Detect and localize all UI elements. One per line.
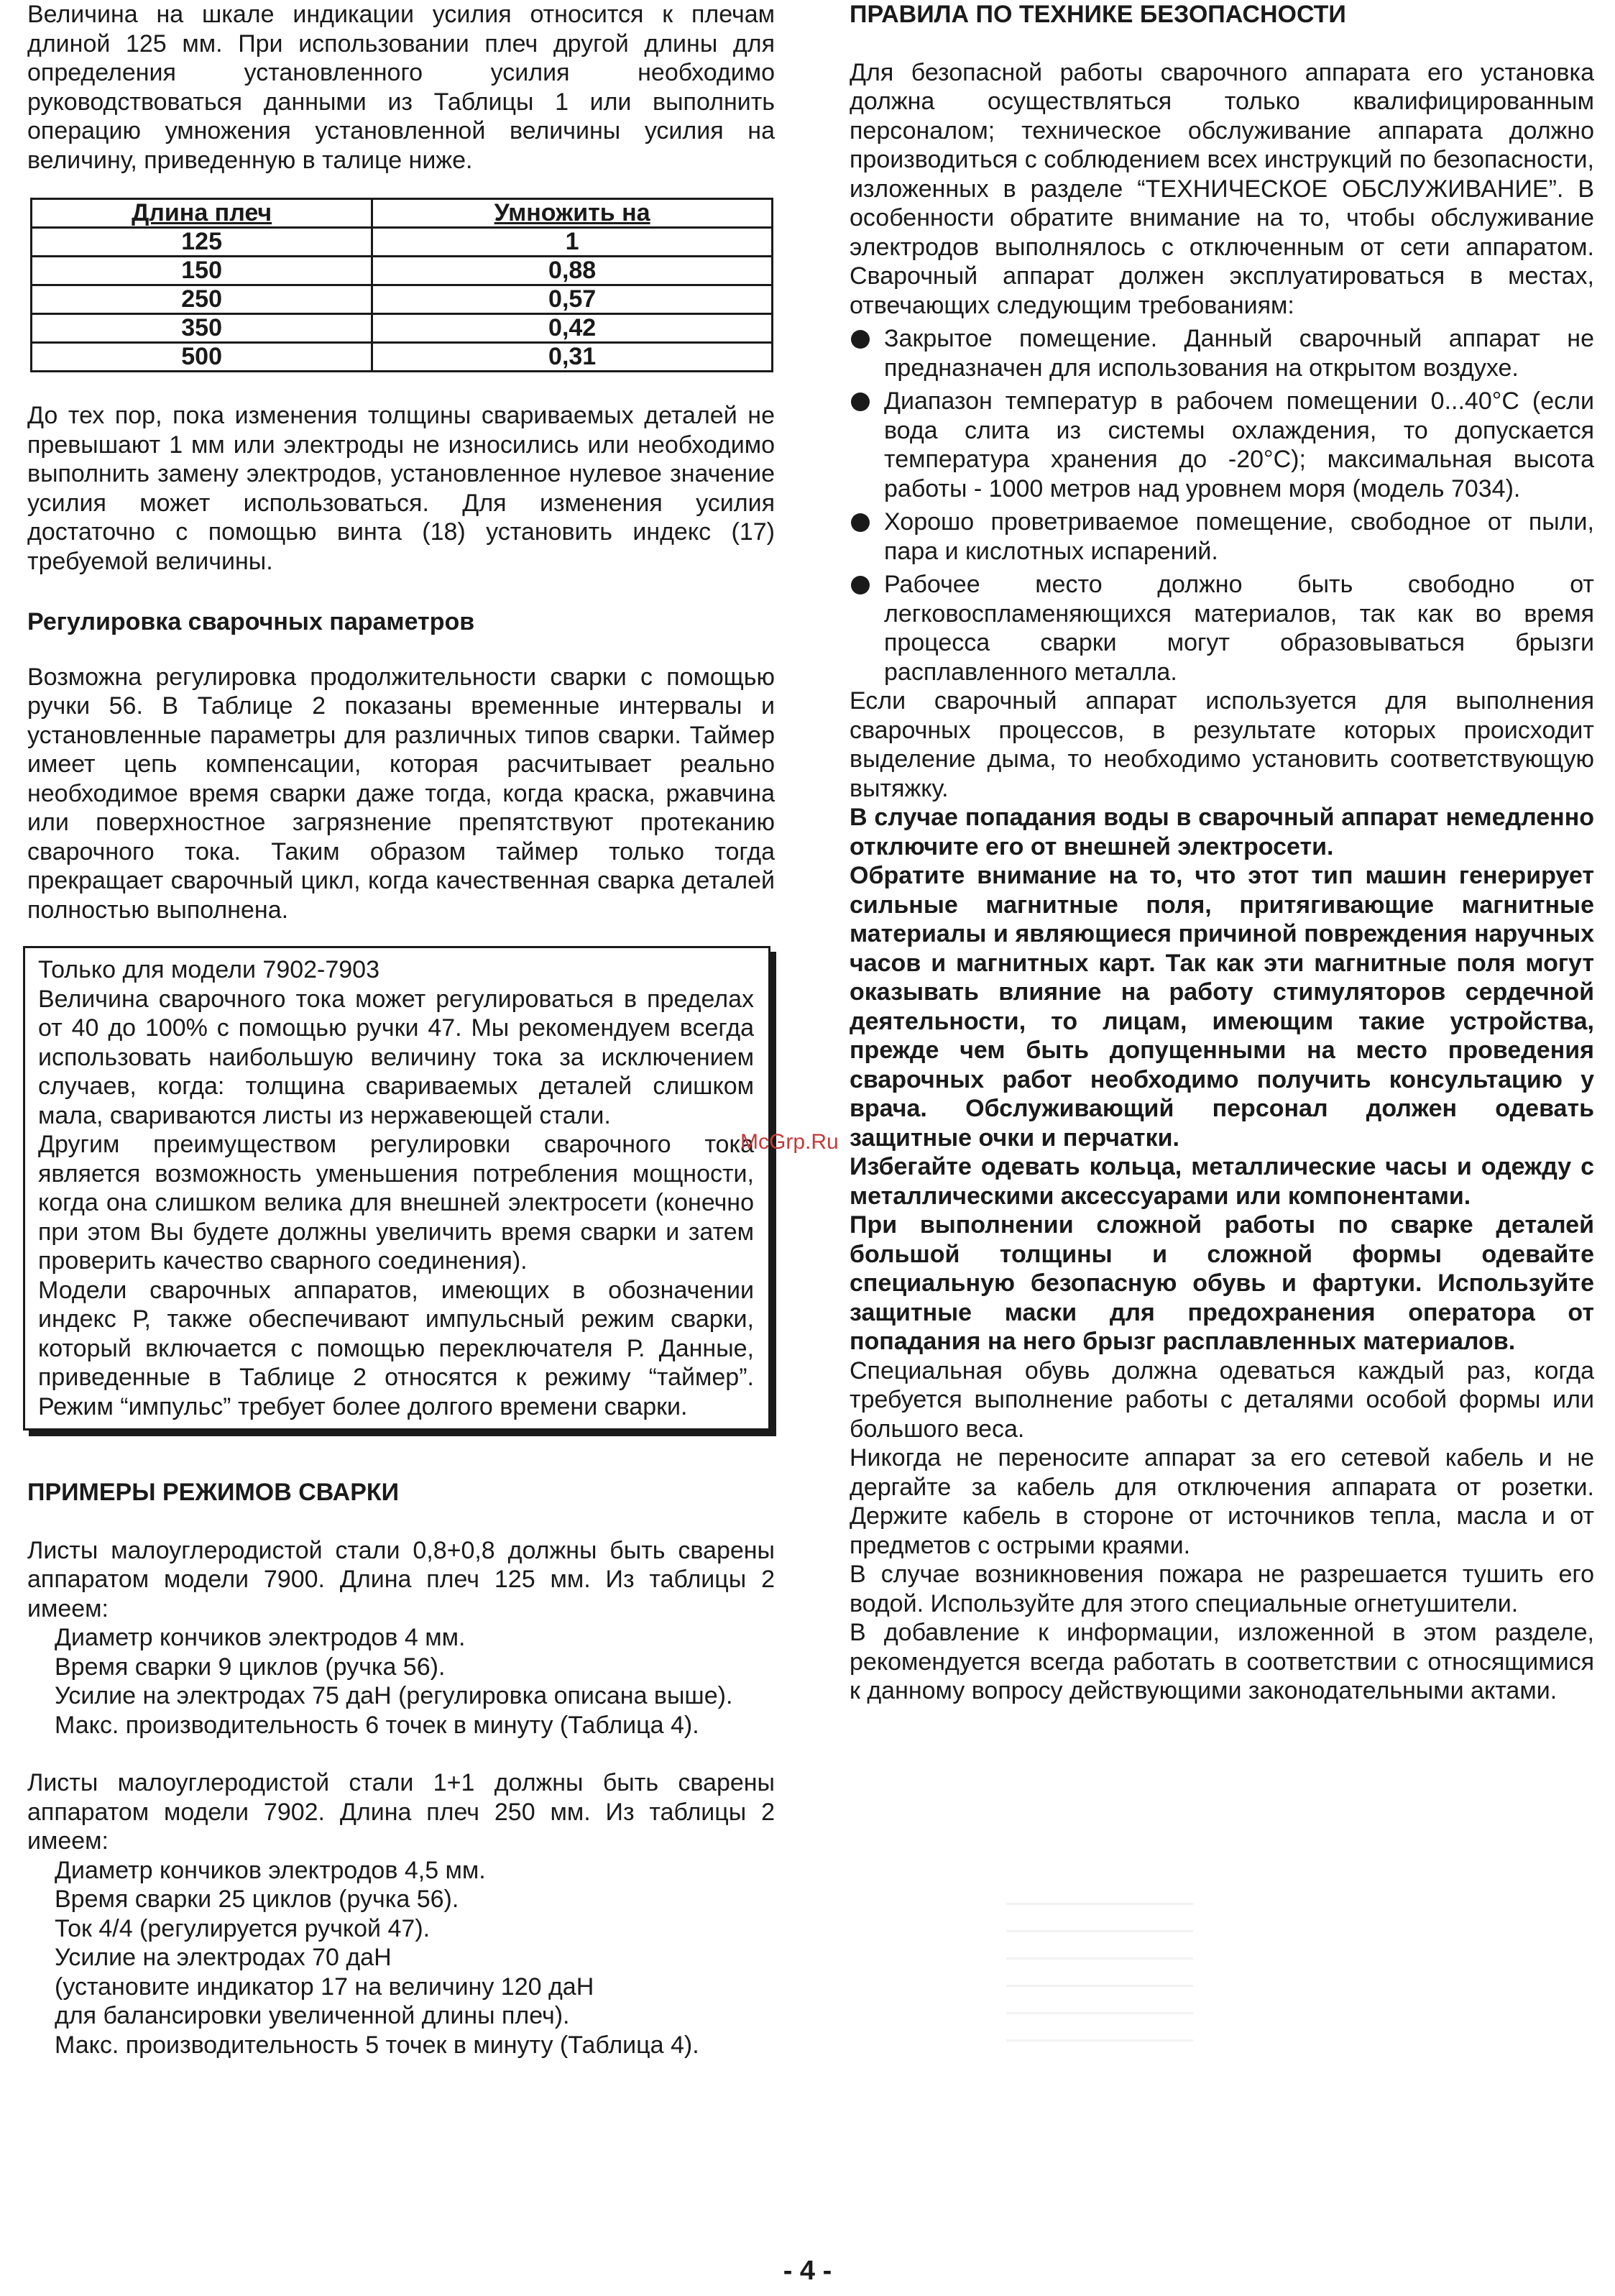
safety-title: ПРАВИЛА ПО ТЕХНИКЕ БЕЗОПАСНОСТИ <box>850 1 1346 28</box>
safety-intro: Для безопасной работы сварочного аппарата его установка должна осуществляться только квалифицированным персоналом; техническое обслуживание аппарата должно производиться с соблюдением всех инструкций по безопасности, изложенных в разделе “ТЕХНИЧЕСКОЕ ОБСЛУЖИВАНИЕ”. В особенности обратите внимание на то, чтобы обслуживание электродов выполнялось с отключенным от сети аппаратом. Сварочный аппарат должен эксплуатироваться в местах, отвечающих следующим требованиям: <box>850 58 1594 319</box>
arm-length-table <box>30 198 773 372</box>
table-cell: 500 <box>32 343 372 372</box>
bullet-icon <box>851 513 870 532</box>
box-paragraph: Модели сварочных аппаратов, имеющих в обозначении индекс Р, также обеспечивают импульсный режим сварки, который включается с помощью переключателя Р. Данные, приведенные в Таблице 2 относятся к режиму “таймер”. Режим “импульс” требует более долгого времени сварки. <box>38 1276 754 1420</box>
bullet-text: Диапазон температур в рабочем помещении 0...40°С (если вода слита из системы охлаждения, то допускается температура хранения до -20°С); максимальная высота работы - 1000 метров над уровнем моря (модель 7034). <box>884 387 1594 502</box>
box-paragraph: Другим преимуществом регулировки сварочного тока является возможность уменьшения потребления мощности, когда она слишком велика для внешней электросети (конечно при этом Вы будете должны увеличить время сварки и затем проверить качество сварного соединения). <box>38 1131 754 1275</box>
magnetic-field-warning: Обратите внимание на то, что этот тип машин генерирует сильные магнитные поля, притягивающие магнитные материалы и являющиеся причиной повреждения наручных часов и магнитных карт. Так как эти магнитные поля могут оказывать влияние на работу стимуляторов сердечной деятельности, то лицам, имеющим такие устройства, прежде чем быть допущенными на место проведения сварочных работ необходимо получить консультацию у врача. Обслуживающий персонал должен одевать защитные очки и перчатки. <box>850 862 1594 1152</box>
table-cell: 0,88 <box>372 257 773 285</box>
table-header-row <box>32 199 773 228</box>
watermark: McGrp.Ru <box>740 1130 839 1154</box>
bullet-text: Хорошо проветриваемое помещение, свободное от пыли, пара и кислотных испарений. <box>884 508 1594 565</box>
heavy-work-warning: При выполнении сложной работы по сварке деталей большой толщины и сложной формы одевайте специальную безопасную обувь и фартуки. Используйте защитные маски для предохранения оператора от попадания на него брызг расплавленных материалов. <box>850 1211 1594 1355</box>
list-item: для балансировки увеличенной длины плеч). <box>55 2002 570 2029</box>
table-cell: 125 <box>32 228 372 257</box>
section-title-examples: ПРИМЕРЫ РЕЖИМОВ СВАРКИ <box>27 1479 400 1506</box>
fire-paragraph: В случае возникновения пожара не разрешается тушить его водой. Используйте для этого специальные огнетушители. <box>850 1561 1594 1617</box>
list-item: Макс. производительность 6 точек в минуту (Таблица 4). <box>55 1711 699 1739</box>
table-header: Длина плеч <box>32 199 372 228</box>
list-item: Макс. производительность 5 точек в минуту (Таблица 4). <box>55 2031 699 2059</box>
table-cell: 0,42 <box>372 314 773 343</box>
example-2-list <box>27 1856 775 2060</box>
bullet-icon <box>851 576 870 594</box>
bullet-item <box>850 324 1594 382</box>
bullet-icon <box>851 392 870 411</box>
list-item: Диаметр кончиков электродов 4 мм. <box>55 1624 466 1651</box>
scan-smudge <box>1006 1898 1193 2042</box>
example-1-list <box>27 1623 775 1740</box>
table-row <box>32 228 773 257</box>
list-item: Усилие на электродах 70 даН <box>55 1944 392 1971</box>
list-item: Диаметр кончиков электродов 4,5 мм. <box>55 1856 486 1884</box>
list-item: (установите индикатор 17 на величину 120 даН <box>55 1973 594 2001</box>
table-row <box>32 257 773 285</box>
table-cell: 0,57 <box>372 285 773 314</box>
list-item: Усилие на электродах 75 даН (регулировка описана выше). <box>55 1682 733 1709</box>
bullet-item <box>850 387 1594 503</box>
right-column <box>850 0 1594 1706</box>
shoes-paragraph: Специальная обувь должна одеваться каждый раз, когда требуется выполнение работы с деталями особой формы или большого веса. <box>850 1356 1594 1443</box>
table-row <box>32 343 773 372</box>
bullet-text: Рабочее место должно быть свободно от легковоспламеняющихся материалов, так как во время процесса сварки могут образовываться брызги расплавленного металла. <box>884 571 1594 686</box>
list-item: Ток 4/4 (регулируется ручкой 47). <box>55 1914 431 1942</box>
table-row <box>32 285 773 314</box>
section-title-welding-params: Регулировка сварочных параметров <box>27 608 475 635</box>
bullet-icon <box>851 330 870 349</box>
bullet-text: Закрытое помещение. Данный сварочный аппарат не предназначен для использования на открытом воздухе. <box>884 325 1594 382</box>
page-number: - 4 - <box>783 2256 832 2286</box>
left-column <box>27 0 775 2059</box>
box-paragraph: Величина сварочного тока может регулироваться в пределах от 40 до 100% с помощью ручки 47. Мы рекомендуем всегда использовать наибольшую величину тока за исключением случаев, когда: толщина свариваемых деталей слишком мала, свариваются листы из нержавеющей стали. <box>38 985 754 1129</box>
table-row <box>32 314 773 343</box>
table-header: Умножить на <box>372 199 773 228</box>
table-cell: 150 <box>32 257 372 285</box>
rings-warning: Избегайте одевать кольца, металлические часы и одежду с металлическими аксессуарами или компонентами. <box>850 1153 1594 1210</box>
table-cell: 350 <box>32 314 372 343</box>
example-2-intro: Листы малоуглеродистой стали 1+1 должны быть сварены аппаратом модели 7902. Длина плеч 250 мм. Из таблицы 2 имеем: <box>27 1769 775 1855</box>
table-cell: 0,31 <box>372 343 773 372</box>
list-item: Время сварки 9 циклов (ручка 56). <box>55 1653 446 1681</box>
force-note-paragraph: До тех пор, пока изменения толщины свариваемых деталей не превышают 1 мм или электроды не износились или необходимо выполнить замену электродов, установленное нулевое значение усилия может использоваться. Для изменения усилия достаточно с помощью винта (18) установить индекс (17) требуемой величины. <box>27 402 775 575</box>
box-title: Только для модели 7902-7903 <box>38 956 380 983</box>
water-warning: В случае попадания воды в сварочный аппарат немедленно отключите его от внешней электросети. <box>850 804 1594 860</box>
cable-paragraph: Никогда не переносите аппарат за его сетевой кабель и не дергайте за кабель для отключения аппарата от розетки. Держите кабель в стороне от источников тепла, масла и от предметов с острыми краями. <box>850 1444 1594 1559</box>
bullet-item <box>850 570 1594 686</box>
table-cell: 1 <box>372 228 773 257</box>
fume-paragraph: Если сварочный аппарат используется для выполнения сварочных процессов, в результате которых происходит выделение дыма, то необходимо установить соответствующую вытяжку. <box>850 687 1594 802</box>
example-1-intro: Листы малоуглеродистой стали 0,8+0,8 должны быть сварены аппаратом модели 7900. Длина плеч 125 мм. Из таблицы 2 имеем: <box>27 1536 775 1622</box>
list-item: Время сварки 25 циклов (ручка 56). <box>55 1886 459 1913</box>
welding-params-paragraph: Возможна регулировка продолжительности сварки с помощью ручки 56. В Таблице 2 показаны временные интервалы и установленные параметры для различных типов сварки. Таймер имеет цепь компенсации, которая расчитывает реально необходимое время сварки даже тогда, когда краска, ржавчина или поверхностное загрязнение препятствуют протеканию сварочного тока. Таким образом таймер только тогда прекращает сварочный цикл, когда качественная сварка деталей полностью выполнена. <box>27 663 775 924</box>
law-paragraph: В добавление к информации, изложенной в этом разделе, рекомендуется всегда работать в соответствии с относящимися к данному вопросу действующими законодательными актами. <box>850 1619 1594 1704</box>
intro-paragraph: Величина на шкале индикации усилия относится к плечам длиной 125 мм. При использовании плеч другой длины для определения установленного усилия необходимо руководствоваться данными из Таблицы 1 или выполнить операцию умножения установленной величины усилия на величину, приведенную в талице ниже. <box>27 1 775 174</box>
table-cell: 250 <box>32 285 372 314</box>
bullet-item <box>850 508 1594 566</box>
model-7902-note-box <box>23 946 770 1431</box>
